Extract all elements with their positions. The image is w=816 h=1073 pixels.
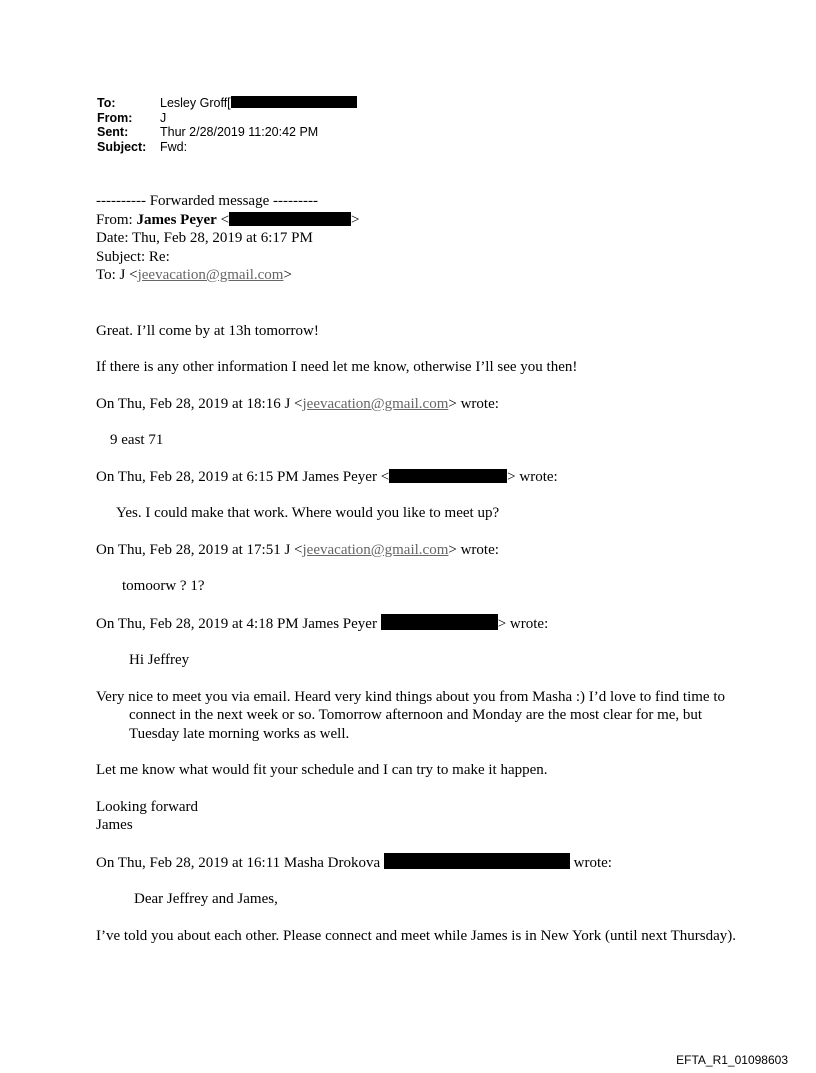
quoted-greeting: Dear Jeffrey and James,	[134, 891, 278, 907]
to-label: To:	[97, 96, 116, 110]
forwarded-to-suffix: >	[283, 267, 292, 283]
quote-header-suffix: > wrote:	[448, 541, 499, 558]
email-link[interactable]: jeevacation@gmail.com	[302, 395, 449, 412]
forwarded-from-prefix: From:	[96, 211, 137, 228]
quote-header-suffix: > wrote:	[507, 468, 558, 485]
quote-header-suffix: > wrote:	[497, 615, 549, 632]
sent-value: Thur 2/28/2019 11:20:42 PM	[160, 125, 319, 139]
quote-header	[96, 468, 736, 487]
quote-header-prefix: On Thu, Feb 28, 2019 at 16:11 Masha Drokova	[96, 854, 384, 871]
forwarded-from-open: <	[216, 211, 230, 228]
forwarded-date: Date: Thu, Feb 28, 2019 at 6:17 PM	[96, 230, 313, 246]
quoted-reply: 9 east 71	[110, 432, 164, 448]
header-sent-row	[97, 125, 357, 140]
quoted-paragraph: Very nice to meet you via email. Heard very kind things about you from Masha :) I’d love to find time to connect in the next week or so. Tomorrow afternoon and Monday are the most clear for me, but Tuesday late morning works as well.	[96, 688, 726, 742]
sent-label: Sent:	[97, 125, 129, 139]
quoted-paragraph: Let me know what would fit your schedule and I can try to make it happen.	[96, 762, 548, 778]
header-to-row	[97, 96, 357, 111]
subject-label: Subject:	[97, 139, 147, 154]
quote-header-suffix: wrote:	[569, 854, 612, 871]
redaction-bar	[229, 212, 351, 226]
forwarded-from-line	[96, 211, 736, 230]
forwarded-from-name: James Peyer	[136, 211, 217, 228]
quote-header-prefix: On Thu, Feb 28, 2019 at 17:51 J <	[96, 541, 303, 558]
forwarded-from-close: >	[351, 211, 360, 228]
quoted-paragraph: I’ve told you about each other. Please connect and meet while James is in New York (until next Thursday).	[96, 927, 736, 944]
quote-header-suffix: > wrote:	[448, 395, 499, 412]
signature-name: James	[96, 817, 133, 833]
forwarded-subject: Subject: Re:	[96, 248, 170, 265]
quote-header-prefix: On Thu, Feb 28, 2019 at 4:18 PM James Peyer	[96, 615, 381, 632]
redaction-bar	[389, 469, 507, 483]
forwarded-to-prefix: To: J <	[96, 267, 138, 283]
quoted-reply: Yes. I could make that work. Where would you like to meet up?	[116, 505, 500, 521]
email-link[interactable]: jeevacation@gmail.com	[137, 267, 284, 283]
forwarded-to-line	[96, 266, 736, 285]
quote-header	[96, 541, 736, 560]
forwarded-divider: ---------- Forwarded message ---------	[96, 193, 318, 209]
email-link[interactable]: jeevacation@gmail.com	[302, 541, 449, 558]
redaction-bar	[231, 96, 357, 108]
quote-header	[96, 395, 736, 414]
subject-value: Fwd:	[160, 139, 188, 154]
from-label: From:	[97, 110, 133, 125]
quote-header-prefix: On Thu, Feb 28, 2019 at 6:15 PM James Peyer <	[96, 468, 390, 485]
quote-header	[96, 853, 736, 873]
redaction-bar	[381, 614, 498, 630]
quoted-reply: tomoorw ? 1?	[122, 578, 205, 594]
quote-header-prefix: On Thu, Feb 28, 2019 at 18:16 J <	[96, 395, 303, 412]
header-from-row	[97, 111, 357, 126]
signature-line: Looking forward	[96, 798, 199, 815]
header-subject-row	[97, 140, 357, 155]
email-header	[97, 96, 357, 154]
email-body	[96, 192, 736, 945]
quoted-greeting: Hi Jeffrey	[129, 652, 190, 668]
redaction-bar	[384, 853, 570, 869]
document-id: EFTA_R1_01098603	[676, 1053, 788, 1067]
from-value: J	[160, 110, 167, 125]
quote-header	[96, 614, 736, 634]
message-text: Great. I’ll come by at 13h tomorrow!	[96, 322, 319, 339]
to-value: Lesley Groff[	[160, 96, 231, 110]
message-text: If there is any other information I need let me know, otherwise I’ll see you then!	[96, 359, 578, 375]
